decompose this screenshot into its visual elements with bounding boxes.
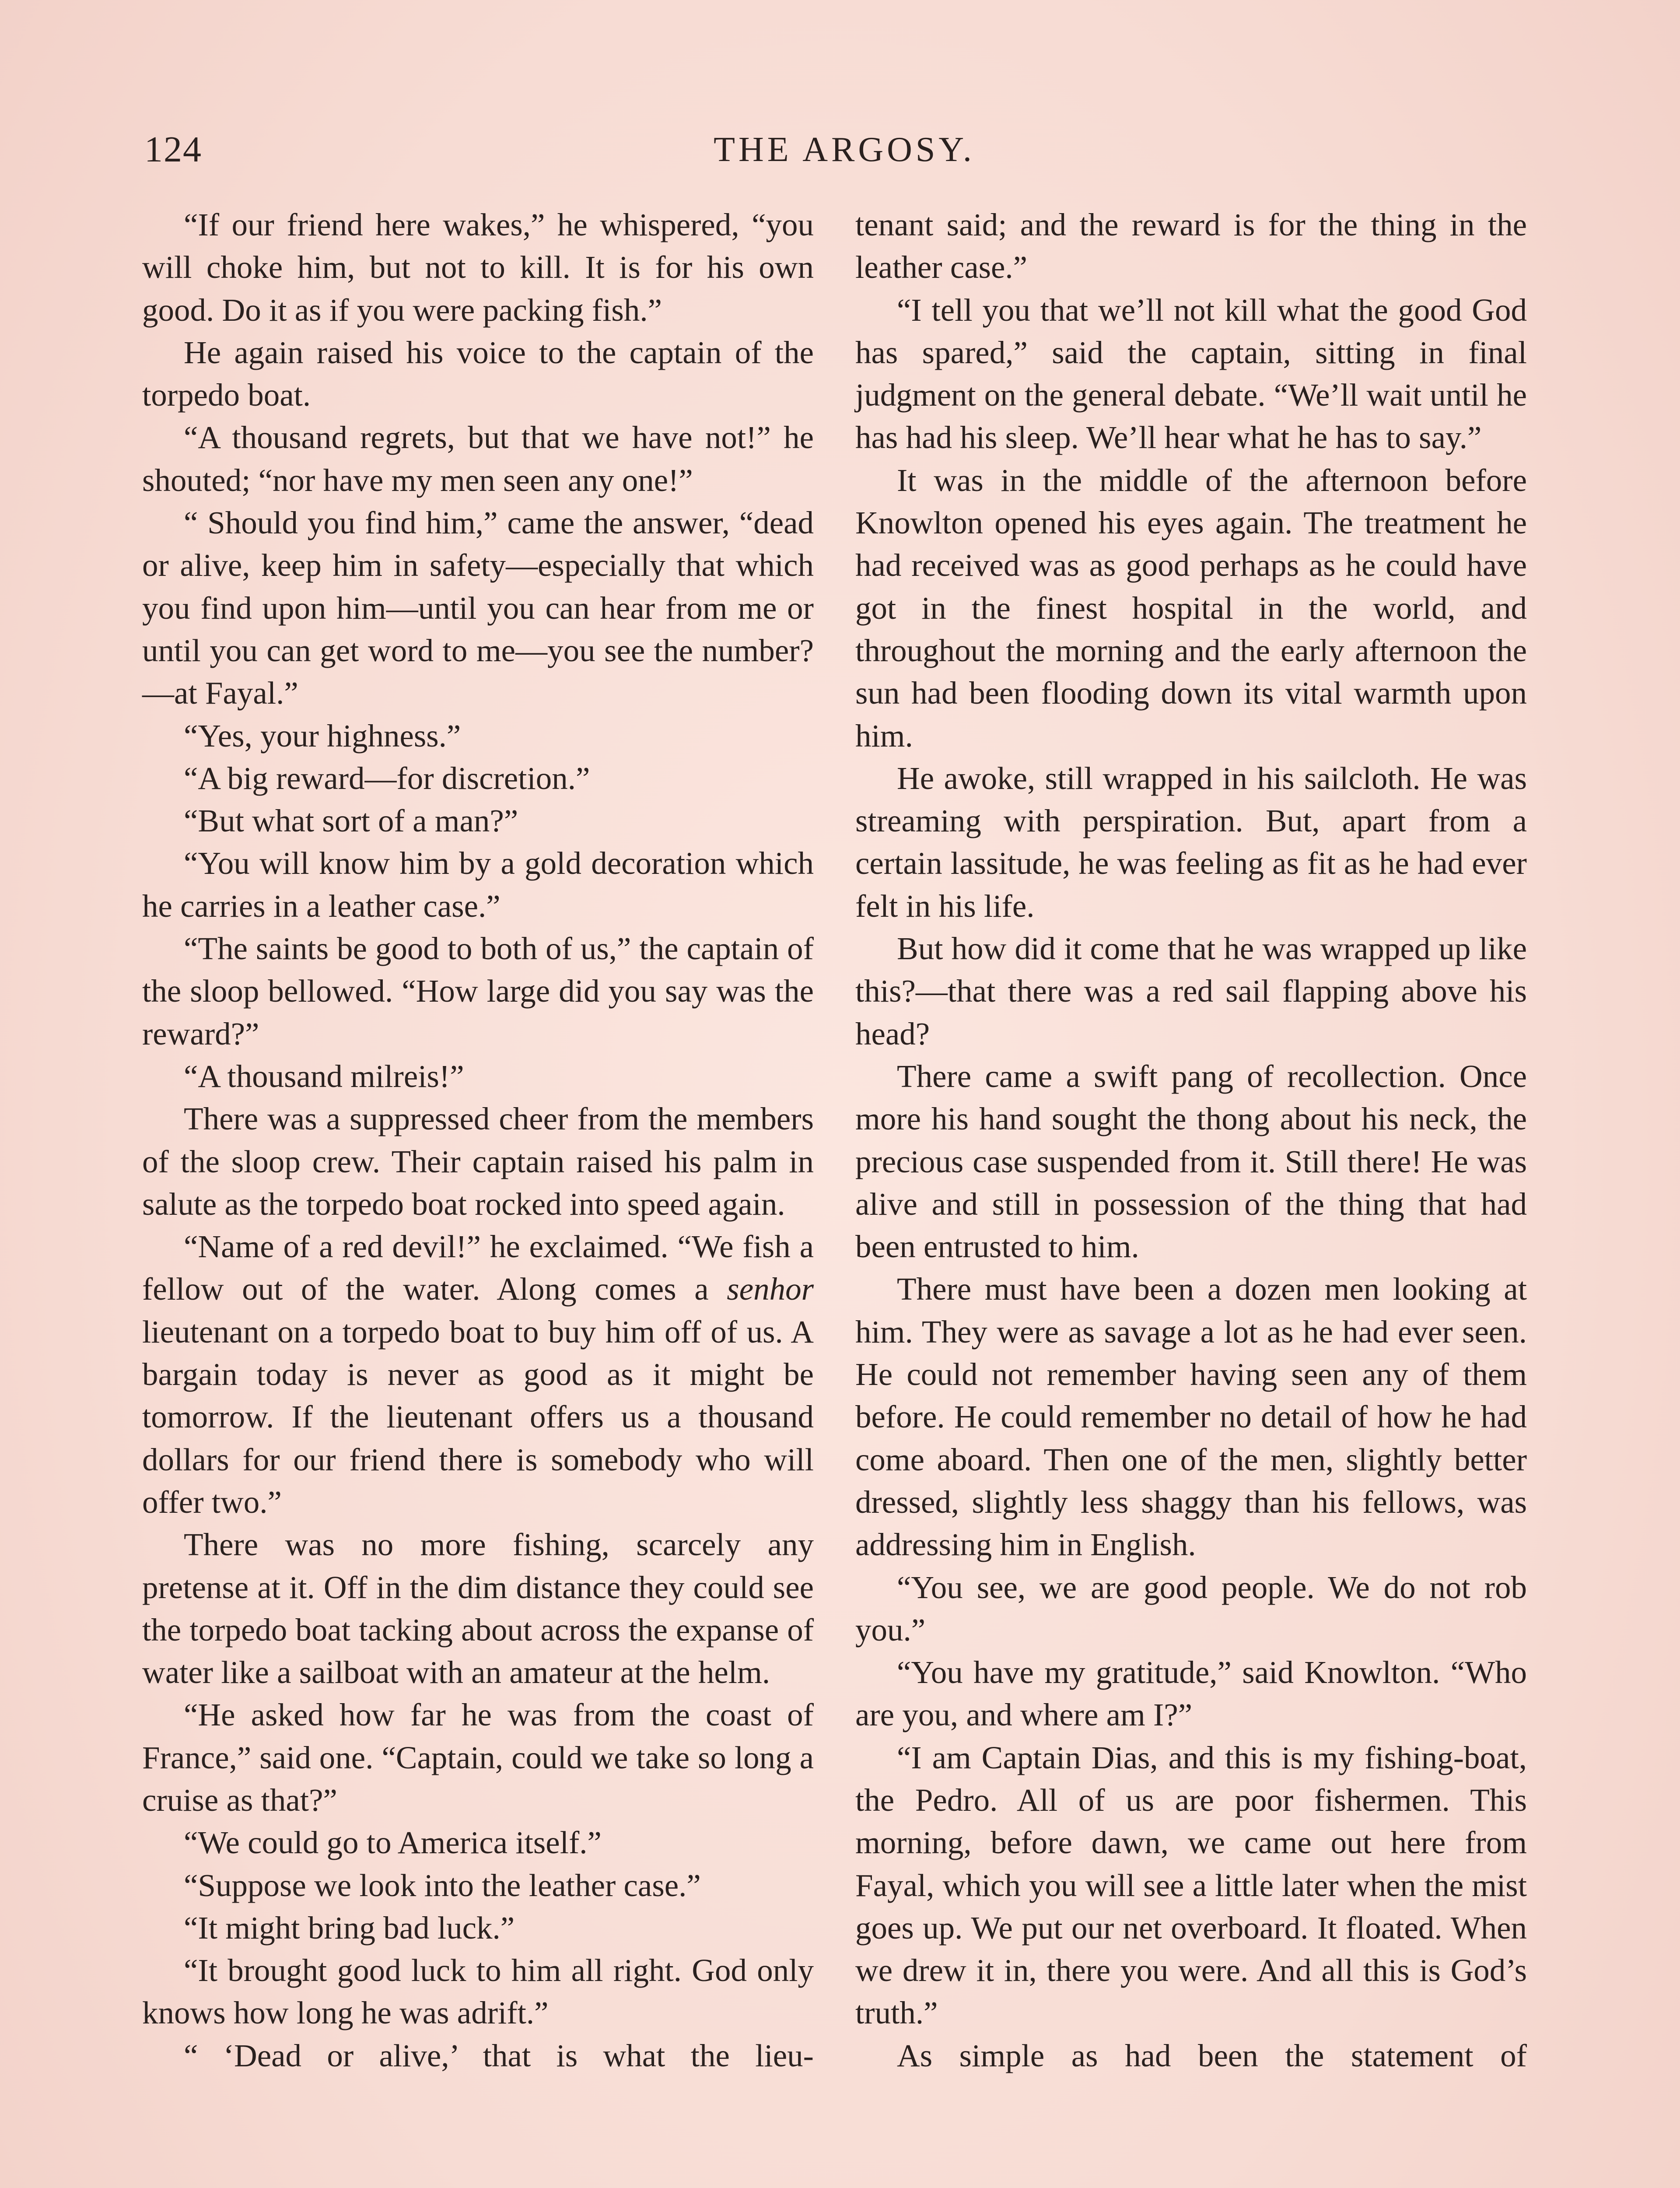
italic-word: senhor — [727, 1271, 814, 1307]
paragraph: There came a swift pang of recollection. Once more his hand sought the thong about his neck, the precious case suspended from it. Still there! He was alive and still in possession of the thing that had been entrusted to him. — [855, 1058, 1527, 1265]
paragraph: “If our friend here wakes,” he whispered, “you will choke him, but not to kill. It is for his own good. Do it as if you were packing fish.” — [142, 207, 814, 328]
paragraph: But how did it come that he was wrapped up like this?—that there was a red sail flapping above his head? — [855, 931, 1527, 1052]
paragraph: “ Should you find him,” came the answer, “dead or alive, keep him in safety—especially that which you find upon him—until you can hear from me or until you can get word to me—you see the number?—at Fayal.” — [142, 505, 814, 711]
paragraph: “Name of a red devil!” he exclaimed. “We fish a fellow out of the water. Along comes a senhor lieutenant on a torpedo boat to buy him off of us. A bargain today is never as good as it might be tomorrow. If the lieutenant offers us a thousand dollars for our friend there is somebody who will offer two.” — [142, 1229, 814, 1520]
paragraph: “You see, we are good people. We do not rob you.” — [855, 1569, 1527, 1648]
paragraph: “It brought good luck to him all right. God only knows how long he was adrift.” — [142, 1953, 814, 2031]
paragraph: “But what sort of a man?” — [184, 803, 518, 839]
paragraph: “Yes, your highness.” — [184, 718, 461, 754]
paragraph: tenant said; and the reward is for the thing in the leather case.” — [855, 207, 1527, 285]
paragraph: “It might bring bad luck.” — [184, 1910, 515, 1946]
left-column — [142, 203, 814, 2077]
page-number: 124 — [144, 129, 202, 170]
paragraph: It was in the middle of the afternoon before Knowlton opened his eyes again. The treatment he had received was as good perhaps as he could have got in the finest hospital in the world, and throughout the morning and the early afternoon the sun had been flooding down its vital warmth upon him. — [855, 462, 1527, 754]
paragraph: There was no more fishing, scarcely any pretense at it. Off in the dim distance they could see the torpedo boat tacking about across the expanse of water like a sailboat with an amateur at the helm. — [142, 1527, 814, 1690]
right-column — [855, 203, 1527, 2077]
paragraph: There must have been a dozen men looking at him. They were as savage a lot as he had ever seen. He could not remember having seen any of them before. He could remember no detail of how he had come aboard. Then one of the men, slightly better dressed, slightly less shaggy than his fellows, was addressing him in English. — [855, 1271, 1527, 1563]
paragraph: “ ‘Dead or alive,’ that is what the lieu- — [184, 2037, 814, 2073]
paragraph: “We could go to America itself.” — [184, 1825, 602, 1861]
paragraph: “You will know him by a gold decoration which he carries in a leather case.” — [142, 845, 814, 924]
paragraph: As simple as had been the statement of — [897, 2037, 1527, 2073]
paragraph: “A big reward—for discretion.” — [184, 760, 590, 796]
paragraph: He awoke, still wrapped in his sailcloth. He was streaming with perspiration. But, apart from a certain lassitude, he was feeling as fit as he had ever felt in his life. — [855, 760, 1527, 924]
paragraph: There was a suppressed cheer from the members of the sloop crew. Their captain raised his palm in salute as the torpedo boat rocked into speed again. — [142, 1101, 814, 1222]
running-head: THE ARGOSY. — [714, 130, 975, 169]
paragraph: “A thousand milreis!” — [184, 1058, 464, 1094]
paragraph: He again raised his voice to the captain of the torpedo boat. — [142, 334, 814, 413]
paragraph: “I tell you that we’ll not kill what the good God has spared,” said the captain, sitting in final judgment on the general debate. “We’ll wait until he has had his sleep. We’ll hear what he has to say.” — [855, 292, 1527, 456]
paragraph: “A thousand regrets, but that we have not!” he shouted; “nor have my men seen any one!” — [142, 420, 814, 498]
paragraph: “Suppose we look into the leather case.” — [184, 1867, 701, 1903]
paragraph: “The saints be good to both of us,” the captain of the sloop bellowed. “How large did you say was the reward?” — [142, 931, 814, 1052]
paragraph: “He asked how far he was from the coast of France,” said one. “Captain, could we take so long a cruise as that?” — [142, 1697, 814, 1818]
paragraph: “I am Captain Dias, and this is my fishing-boat, the Pedro. All of us are poor fishermen. This morning, before dawn, we came out here from Fayal, which you will see a little later when the mist goes up. We put our net overboard. It floated. When we drew it in, there you were. And all this is God’s truth.” — [855, 1739, 1527, 2031]
paragraph: “You have my gratitude,” said Knowlton. “Who are you, and where am I?” — [855, 1655, 1527, 1733]
